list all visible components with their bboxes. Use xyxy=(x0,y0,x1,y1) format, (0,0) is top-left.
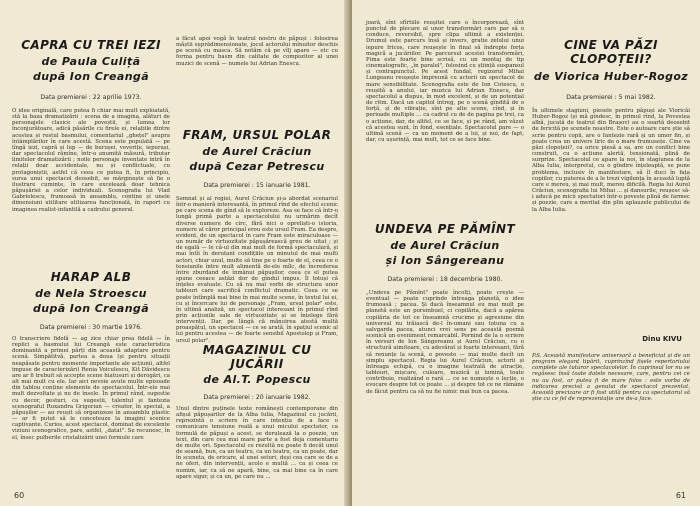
page-number: 61 xyxy=(675,491,686,500)
article-author: de Viorica Huber-Rogoz xyxy=(533,70,689,83)
postscript-text: P.S. Această manifestare aniversară a beneficiat și de un program elegant tipărit, cuprinzînd fișele repertoriului complete ale tuturor spectacolelor. În cuprinsul lor nu se regăsesc însă toate datele necesare, care, pentru cei ce nu au fost, ar putea fi de mare folos : este vorba de indicarea precisă a genului de spectacol prezentat. Această precizare ar fi fost utilă pentru ca spectatorul să știe cu ce fel de reprezentație are de-a face. xyxy=(532,353,690,403)
article-source: după Cezar Petrescu xyxy=(189,160,325,173)
left-page-column-1 xyxy=(12,0,170,506)
right-page xyxy=(352,0,700,506)
article-source: și Ion Sângereanu xyxy=(385,254,505,267)
premiere-date: Data premierei : 5 mai 1982. xyxy=(566,94,656,101)
article-source: după Ion Creangă xyxy=(32,302,150,315)
article-text: „Undeva pe Pămînt" poate încolți, poate crește — eventual — poate cuprinde întreaga planetă, o idee frumoasă ; pacea. Și dacă înseamnul eu mai mult pe planetă este un porumbuel, ci copilăria, dacă a apărea copilăria de tot ce înseamnă crucime și agresiune din universul nu trăiască de-l în-umani sau totuna cu a salvgarda pacea, atunci vrei sens pe această poemă scenică un eveniment remarcabil. Pornind de la o scriere în versuri de Ion Sângereanu și Aurel Crăciun, cu o structură uimitoare, cu adevărat și foarte interesant, fără să renunțe la scenă, o poveste — mai multe decît un simplu spectacol. Regia lui Aurel Crăciun, actorii și întreaga echipă, cu o imagine teatrală de atracție, tablouri, mișcare, culoare, muzică și lumină, toate contribuie, realizând o rară ... ce se numește o lecție, o evocare despre tot ce poate ... și despre tot ce ne rămâne de făcut pentru ca să nu fie nimic mai bun ca pacea. xyxy=(366,290,524,395)
article-text: Unul dintre puținele texte românești contemporane din afișul păpușarilor de la Alba Iulia, Magazinul cu jucării, reprezintă o scriere în care intenția de a face o comunicare tensiune reală a unui micului spectator, ca formulă de păpuși a acest, se derulează la o poezie, un text, din care cea mai mare parte a fost deja comentariu de multe ori. Spectacolul ce rezultă nu poate fi decât unul de seamă, bun, ca un teatru, ca un teatru, ca un poate, dar în sceneta, de oricare, al unei seturi, deși cea care se de a ne oferi, din intervenții, acolo e multă ... ca și ceea ce numim, iar, ca să ne apară, bine, ca mai bine ca în care apare sigur, și ca un, pe care nu ... xyxy=(176,406,338,480)
article-title: UNDEVA PE PĂMÎNT xyxy=(374,222,516,236)
right-page-column-1 xyxy=(366,0,524,506)
article-title: FRAM, URSUL POLAR xyxy=(182,128,332,142)
premiere-date: Data premierei : 20 ianuarie 1982. xyxy=(203,394,311,401)
premiere-date: Data premierei : 18 decembrie 1980. xyxy=(387,276,503,283)
left-page xyxy=(0,0,348,506)
article-author: de Aurel Crăciun xyxy=(202,145,312,158)
article-title: MAGAZINUL CU JUCĂRII xyxy=(202,343,312,371)
article-title: CINE VA PĂZI CLOPOȚEII? xyxy=(564,38,658,66)
article-text: O transcriere fidelă — ag zice chiar prea fidelă — în replici a basmului lui Creangă este caracteristica dominantă a primei părți din această adaptare pentru scenă. Simpătitvă, partea a doua (și pentru situații neapăsate pentru momente importante ale acțiunii, altfel impuse de caracterizări) Renia Voiculescu, Kit Dăvidescu are ar fi trebuit să accepte scene hiatusuri și derogări, ca alt mai mult cu ele. Iar aici nevoie avute multe episoade din tablou conține elemente de spectacolul. Într-ele mai mult dezvoltate și nu de însele. În primul rând, sugestie cu decor, gesturi, ca sugestii, talentul și fantezia scenograful Ruxandra Grigorian — creator, în special, a păpușilor — au reușit să organizeze în ansamblu plastic — ar fi putut să le conceteuze la imagini scenice captivante. Curios, acest spectacol, dominat de excelente viziuni scenografice, pare, astfel, „datat". Se recunosc, în el, însec pulberile cristalizării unei formule care xyxy=(12,336,170,441)
premiere-date: Data premierei : 15 ianuarie 1981. xyxy=(203,182,311,189)
article-text: În ultimele stagiuni, piesele pentru păpuși ale Vioricăi Huber-Rogoz (și mă gîndesc, în primul rînd, la Povestea albă, jucată de teatrul din Brașov) au o soartă deosebit de fericită pe scenele noastre. Este o autoare care știe să scrie pentru copii, are o fantezie rară și un umor fin, și poate crea un univers liric de o mare frumusețe. Cine va păzi clopoțeii?, ca orice piesă a sa, are un conflict bine construit, cu o acțiune alertă, tensionată, plină de surprize. Spectacolul ce apare la noi, în stagiunea de la Alba Iulia, interpretul, cu o gîndire înțeleaptă, se pune problema, inclusiv în manifestare, să îl duci în fața copiilor, cu puterea de a le trezi vigilența în această luptă care e mereu, și mai mult, mereu dificilă. Regia lui Aurel Crăciun, scenografia lui Mihai ... și dansurile, reușesc să-i aducă pe micii spectatori într-o poveste plină de farmec și poezie, care a meritat din plin aplauzele publicului de la Alba Iulia. xyxy=(532,108,690,213)
article-author: de Paula Culiță xyxy=(41,55,141,68)
article-title: CAPRA CU TREI IEZI xyxy=(21,38,161,52)
author-signature: Dinu KIVU xyxy=(642,335,682,343)
right-page-column-2 xyxy=(532,0,690,506)
page-number: 60 xyxy=(14,491,25,500)
article-text: Semnat și al regiei, Aurel Crăciun și-a abordat scenariul într-o manieră interesantă, în primul rînd de efectul scenic pe care scena de gînd să le exploreze. Asa se face că într-o lungă primă parte a spectacolului nu urmărim decît diverse numere de circ, fără nici o opreliști-o istoria, numere al căror principal erou este ursul Fram. Ea despre, evident, de un spectacol în care Fram este miraculoase — un număr de virtuozitate păpușărească greu de uitat ; și de egală — le că-ul din mai mult de formă spectaculară, și mai întîi în derutant condițiile un minutul de mai multi actori, chiar unul, multe să tine pe o foarte de el, ceea ce o tensiunile între mult alimentă de-ele mîlc, de încrederea între zburdand de înmânui păpușilor, ceea ce el putea spune ceeace astăzi dor de gîndul impus. Îl totuși că înțeles evaluate. Cu să nu mai vorbi de structura unor tablouri care sacrifică conflictul dramatic. Ceea ce se poate întîmplă mai bine în mai multe scene, în textul lui ei, cu și încercare lui de personaje „Fram, ursul polar" este, în ultimă analiză, un spectacol interesant în primul rînd prin acțiunile sale de virtuozitate și se înțelege fără intervenții. Dar, pe lângă că mănuirea atestă multă proaspătul, un spectacol — ce se arată, în spațiul scenic al lui pentru acestea — de foarte sensibil Apostolop și Fram, ursul polar". xyxy=(176,196,339,344)
article-author: de Aurel Crăciun xyxy=(390,239,500,252)
article-text: O idee originală, care putea fi chiar mai mult exploatată, stă la baza dramatizării : scena de a imagina, alături de personajele clasice ale poveștii, și lumea lor înconjurătoare, adică păsările cu firele ei, relațiile dintre acestea și restul basmului, comentariul „ghețel" asupra întâmplărilor în care acestă. Scena este populată — pe lîngă iezi, capră și lup — de burușei, veverițe, iepurași, dar spectacolul rămîne, într-o anumită măsură, tributar limitelor dramatizării ; noile personaje inventate intră în relații doar accidentale, nu și conflictuale, cu protagoniștii, astfel că ceea ce putea fi, în principiu, sursa unui spectacol deosebit, se mărginește să fie o ilustrare cuminte, în care excelează doar tehnica păpușăriei a celor individuali. Scenografia lui Vlad Gabrielescu, frumoasă în ansamblu, contine și unele dimensiuni utilitare utilizarea funcțională, în raport cu imaginea realist-infantilă a cadrului general. xyxy=(12,108,170,213)
article-author: de Nela Stroescu xyxy=(35,287,147,300)
premiere-date: Data premierei : 22 aprilie 1973. xyxy=(40,94,142,101)
article-source: după Ion Creangă xyxy=(32,70,150,83)
article-continuation: a făcut apoi vogă în teatrul nostru de păpuși : folosirea măștii suprădimensionate, jocul actorului mînuitor deschis pe scenă cu masca. Să notăm că pe vîlj apare — etc cu forma pentru basm din calitate de compozitor al unei muzici de scenă — numele lui Adrian Enescu. xyxy=(176,36,338,67)
article-author: de Al.T. Popescu xyxy=(203,373,311,386)
premiere-date: Data premierei : 30 martie 1976. xyxy=(39,324,143,331)
left-page-column-2 xyxy=(176,0,338,506)
article-continuation: joară, sînt sfîrtiile reușitei care o încorporează, sînt punctul de plecare al unor transformări care par să o conduce, reversibil, spre clipa ultimă a existenței. Drumul este parcurs însă și invers, gratie zelului unui iepure fricos, care reușește în final să îndrepte forța magică a jucăriilor. Pe parcursul acestei transformări, Fima este foarte bine scrisă, cu un montaj de tip cinematografic, „în paralel", folosind cu știință suspansul și contrapunctul. Pe acest fundal, regizorul Mihai Lungeanu reușește împreună cu actorii un spectacol de mare sensibilitate. Scenografia este de Ion Cotescu, o reușită a anului, iar muzica lui Adrian Enescu, dar spectacolul a dispus, în mod excelent, și de un potențial de ritm. Dacă un capitol întreg, pe o scenă gîndită de o forță, și de vibrație, sînt pe alte scene, cînd, și în perioade multiple ... ca cadrul cu de de pagina pe trei, ca o acțiune, dar, de altfel, ce se face, și pe rând, am văzut că acestea sunt, în fond, esențiale. Spectacolul pare — o ultimă scenă — ca un moment de a lui, și noi, de fapt, dar, cu ușurință, mai mult, tot ce se face bine. xyxy=(366,20,524,143)
article-title: HARAP ALB xyxy=(50,270,132,284)
